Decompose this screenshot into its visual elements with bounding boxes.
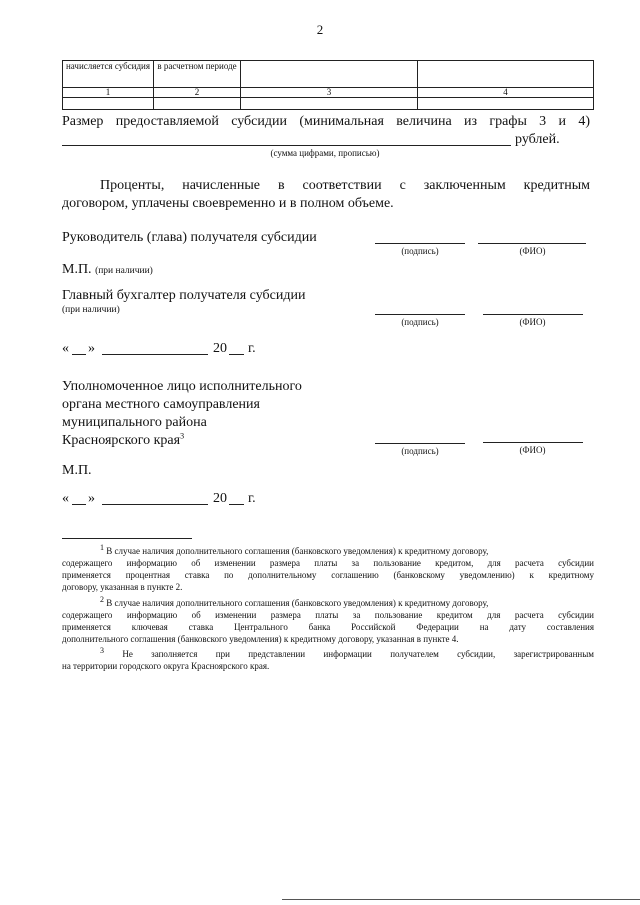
footnote-1-line2: содержащего информацию об изменении размера платы за пользование кредитом, для расчета субсидии bbox=[62, 558, 594, 568]
table-cell: в расчетном периоде bbox=[154, 61, 241, 88]
subsidy-amount-line bbox=[62, 145, 511, 146]
footnote-separator bbox=[62, 538, 192, 539]
date-line-2: « » 20 г. bbox=[62, 491, 256, 506]
date-line-1: « » 20 г. bbox=[62, 341, 256, 356]
footnote-2-line3: применяется ключевая ставка Центрального банка Российской Федерации на дату составления bbox=[62, 622, 594, 632]
rubles-label: рублей. bbox=[515, 132, 560, 147]
subsidy-size-text: Размер предоставляемой субсидии (минимальная величина из графы 3 и 4) bbox=[62, 114, 590, 129]
seal-mp: М.П. bbox=[62, 262, 92, 277]
amount-caption: (сумма цифрами, прописью) bbox=[270, 148, 380, 158]
authorized-line3: муниципального района bbox=[62, 415, 207, 430]
table-cell: начисляется субсидия bbox=[63, 61, 154, 88]
footnote-ref-3: 3 bbox=[180, 431, 185, 441]
footnote-3-line1: $^3$ Не заполняется при представлении информации получателем субсидии, зарегистрированным bbox=[100, 646, 594, 659]
authorized-line1: Уполномоченное лицо исполнительного bbox=[62, 379, 302, 394]
table-row-column-numbers bbox=[63, 88, 594, 98]
accountant-signature-line bbox=[375, 314, 465, 315]
table-header-row bbox=[63, 61, 594, 88]
seal-mark-2: М.П. bbox=[62, 463, 92, 478]
authorized-line4: Красноярского края$^3$ bbox=[62, 431, 185, 448]
footnote-1-line4: договору, указанная в пункте 2. bbox=[62, 582, 183, 592]
head-sign-caption: (подпись) bbox=[401, 246, 439, 256]
page-number: 2 bbox=[316, 22, 324, 37]
head-name-line bbox=[478, 243, 586, 244]
authorized-name-caption: (ФИО) bbox=[519, 445, 546, 455]
table-cell: 1 bbox=[63, 88, 154, 98]
table-cell: 2 bbox=[154, 88, 241, 98]
table-cell bbox=[418, 61, 594, 88]
table-cell bbox=[241, 98, 418, 110]
subsidy-table bbox=[62, 60, 594, 110]
table-cell bbox=[154, 98, 241, 110]
scan-edge-line bbox=[282, 899, 640, 900]
interest-text-line1: Проценты, начисленные в соответствии с заключенным кредитным bbox=[100, 178, 590, 193]
table-cell bbox=[241, 61, 418, 88]
authorized-line2: органа местного самоуправления bbox=[62, 397, 260, 412]
table-cell: 3 bbox=[241, 88, 418, 98]
authorized-name-line bbox=[483, 442, 583, 443]
footnote-2-line4: дополнительного соглашения (банковского уведомления) к кредитному договору, указанная в пункте 4. bbox=[62, 634, 459, 644]
footnote-3-line2: на территории городского округа Красноярского края. bbox=[62, 661, 270, 671]
authorized-sign-caption: (подпись) bbox=[401, 446, 439, 456]
accountant-note: (при наличии) bbox=[62, 305, 120, 315]
footnote-2-line1: $^2$ В случае наличия дополнительного соглашения (банковского уведомления) к кредитному договору, bbox=[100, 595, 489, 608]
seal-note: (при наличии) bbox=[95, 266, 153, 276]
footnote-2-line2: содержащего информацию об изменении размера платы за пользование кредитом для расчета субсидии bbox=[62, 610, 594, 620]
head-label: Руководитель (глава) получателя субсидии bbox=[62, 230, 317, 245]
footnote-1-line1: $^1$ В случае наличия дополнительного соглашения (банковского уведомления) к кредитному договору, bbox=[100, 543, 489, 556]
footnote-1-line3: применяется процентная ставка по дополнительному соглашению (банковскому уведомлению) к кредитному bbox=[62, 570, 594, 580]
table-cell bbox=[63, 98, 154, 110]
accountant-sign-caption: (подпись) bbox=[401, 317, 439, 327]
authorized-signature-line bbox=[375, 443, 465, 444]
interest-text-line2: договором, уплачены своевременно и в полном объеме. bbox=[62, 196, 394, 211]
seal-mark bbox=[62, 261, 153, 280]
accountant-label: Главный бухгалтер получателя субсидии bbox=[62, 288, 306, 303]
head-name-caption: (ФИО) bbox=[519, 246, 546, 256]
head-signature-line bbox=[375, 243, 465, 244]
table-row bbox=[63, 98, 594, 110]
table-cell: 4 bbox=[418, 88, 594, 98]
table-cell bbox=[418, 98, 594, 110]
accountant-name-caption: (ФИО) bbox=[519, 317, 546, 327]
accountant-name-line bbox=[483, 314, 583, 315]
